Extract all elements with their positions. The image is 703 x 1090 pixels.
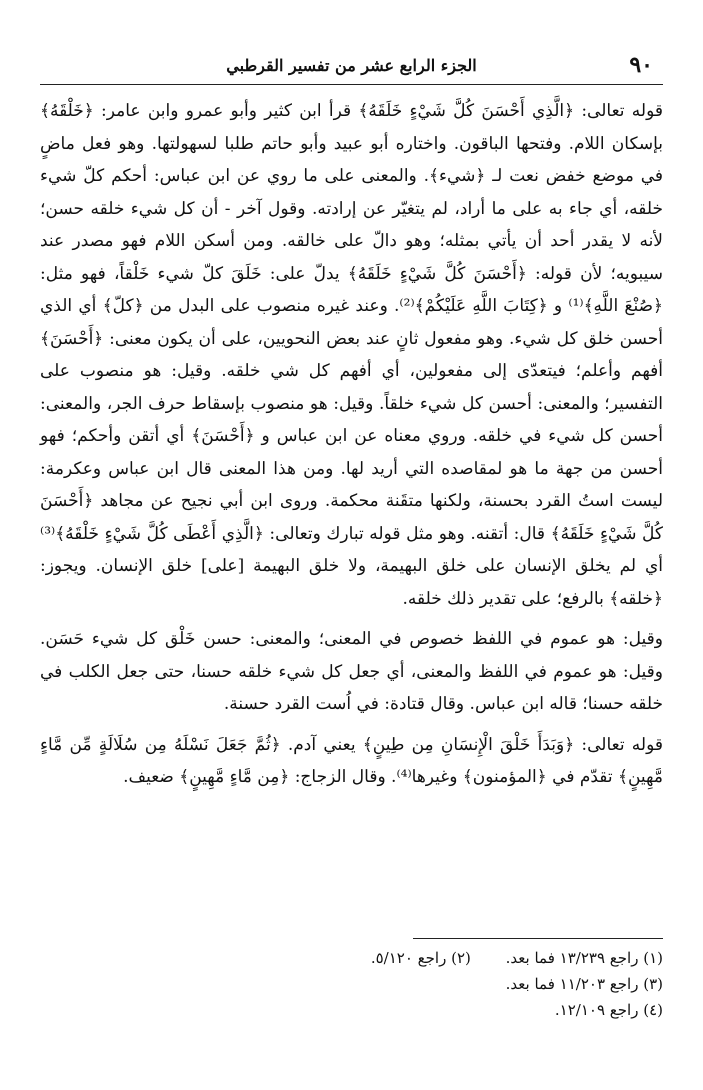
footnote-row — [370, 945, 663, 971]
footnote-row — [413, 997, 663, 1023]
page-header — [40, 50, 663, 85]
paragraph-1: قوله تعالى: ﴿الَّذِي أَحْسَنَ كُلَّ شَيْءٍ خَلَقَهُ﴾ قرأ ابن كثير وأبو عمرو وابن عامر: ﴿خَلْقَهُ﴾ بإسكان اللام. وفتحها الباقون. واختاره أبو عبيد وأبو حاتم طلبا لسهولتها. وهو فعل ماضٍ في موضع خفض نعت لـ ﴿شيء﴾. والمعنى على ما روي عن ابن عباس: أحكم كلّ شيء خلقه، أي جاء به على ما أراد، لم يتغيّر عن إرادته. وقول آخر - أن كل شيء خلقه حسن؛ لأنه لا يقدر أحد أن يأتي بمثله؛ وهو دالّ على خالقه. ومن أسكن اللام فهو مصدر عند سيبويه؛ لأن قوله: ﴿أَحْسَنَ كُلَّ شَيْءٍ خَلَقَهُ﴾ يدلّ على: خَلَقَ كلّ شيء خَلْقاً، فهو مثل: ﴿صُنْعَ اللَّهِ﴾⁽¹⁾ و ﴿كِتَابَ اللَّهِ عَلَيْكُمْ﴾⁽²⁾. وعند غيره منصوب على البدل من ﴿كلّ﴾ أي الذي أحسن خلق كل شيء. وهو مفعول ثانٍ عند بعض النحويين، على أن يكون معنى: ﴿أَحْسَنَ﴾ أفهم وأعلم؛ فيتعدّى إلى مفعولين، أي أفهم كل شي خلقه. وقيل: هو منصوب على التفسير؛ والمعنى: أحسن كل شيء خلقاً. وقيل: هو منصوب بإسقاط حرف الجر، والمعنى: أحسن كل شيء في خلقه. وروي معناه عن ابن عباس و ﴿أَحْسَنَ﴾ أي أتقن وأحكم؛ فهو أحسن من جهة ما هو لمقاصده التي أريد لها. ومن هذا المعنى قال ابن عباس وعكرمة: ليست استُ القرد بحسنة، ولكنها متقَنة محكمة. وروى ابن أبي نجيح عن مجاهد ﴿أَحْسَنَ كُلَّ شَيْءٍ خَلَقَهُ﴾ قال: أتقنه. وهو مثل قوله تبارك وتعالى: ﴿الَّذِي أَعْطَى كُلَّ شَيْءٍ خَلْقَهُ﴾⁽³⁾ أي لم يخلق الإنسان على خلق البهيمة، ولا خلق البهيمة [على] خلق الإنسان. ويجوز: ﴿خلقه﴾ بالرفع؛ على تقدير ذلك خلقه. — [40, 101, 663, 609]
footnote-4: (٤) راجع ١٢/١٠٩. — [554, 1001, 663, 1019]
footnote-2: (٢) راجع ٥/١٢٠. — [370, 949, 471, 967]
running-title: الجزء الرابع عشر من تفسير القرطبي — [226, 56, 477, 75]
page-number: ٩٠ — [629, 52, 653, 78]
commentary-text — [40, 95, 663, 794]
footnote-1: (١) راجع ١٣/٢٣٩ فما بعد. — [505, 949, 663, 967]
paragraph-3: قوله تعالى: ﴿وَبَدَأَ خَلْقَ الْإِنسَانِ مِن طِينٍ﴾ يعني آدم. ﴿ثُمَّ جَعَلَ نَسْلَهُ مِن سُلَالَةٍ مِّن مَّاءٍ مَّهِينٍ﴾ تقدّم في ﴿المؤمنون﴾ وغيرها⁽⁴⁾. وقال الزجاج: ﴿مِن مَّاءٍ مَّهِينٍ﴾ ضعيف. — [40, 734, 663, 787]
footnote-row — [413, 971, 663, 997]
footnotes — [370, 938, 663, 1023]
footnote-3: (٣) راجع ١١/٢٠٣ فما بعد. — [505, 975, 663, 993]
paragraph-2: وقيل: هو عموم في اللفظ خصوص في المعنى؛ والمعنى: حسن خَلْق كل شيء حَسَن. وقيل: هو عموم في اللفظ والمعنى، أي جعل كل شيء خلقه حسنا، حتى جعل الكلب في خلقه حسنا؛ قاله ابن عباس. وقال قتادة: في اُست القرد حسنة. — [40, 629, 663, 714]
